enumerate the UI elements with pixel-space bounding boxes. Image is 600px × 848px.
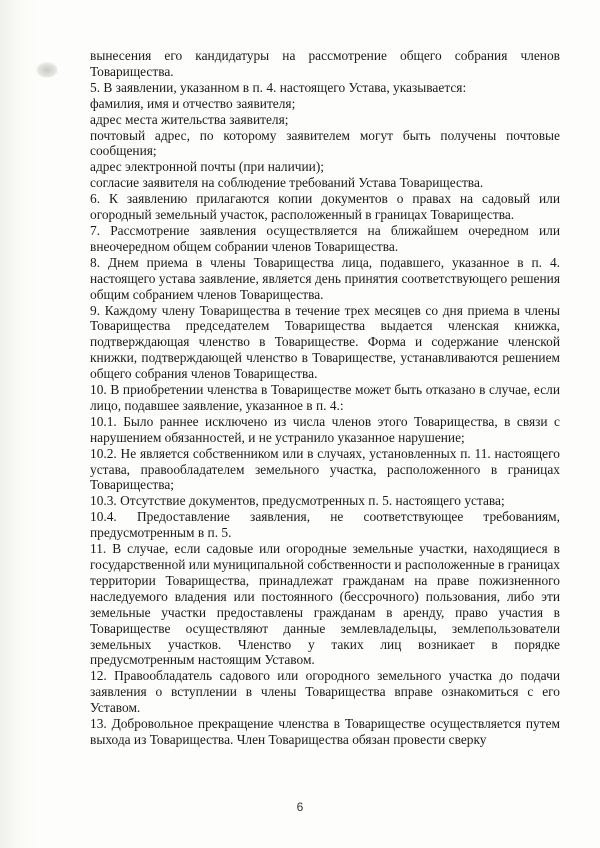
paragraph: 10.1. Было раннее исключено из числа членов этого Товарищества, в связи с нарушением обязанностей, и не устранило указанное нарушение; bbox=[90, 413, 560, 445]
paragraph: 5. В заявлении, указанном в п. 4. настоящего Устава, указывается: bbox=[90, 79, 467, 95]
paragraph: 13. Добровольное прекращение членства в Товариществе осуществляется путем выхода из Товарищества. Член Товарищества обязан провести сверку bbox=[90, 716, 560, 747]
paragraph: почтовый адрес, по которому заявителем могут быть получены почтовые сообщения; bbox=[90, 127, 560, 159]
paragraph: 12. Правообладатель садового или огородного земельного участка до подачи заявления о вступлении в члены Товарищества вправе ознакомиться с его Уставом. bbox=[90, 668, 560, 716]
paragraph: 10.4. Предоставление заявления, не соответствующее требованиям, предусмотренным в п. 5. bbox=[90, 509, 560, 541]
document-body bbox=[90, 48, 560, 748]
paragraph: 9. Каждому члену Товарищества в течение трех месяцев со дня приема в члены Товарищества председателем Товарищества выдается членская книжка, подтверждающая членство в Товариществе. Форма и содержание членской книжки, подтверждающей членство в Товариществе, устанавливаются решением общего собрания членов Товарищества. bbox=[90, 302, 560, 382]
paragraph: 6. К заявлению прилагаются копии документов о правах на садовый или огородный земельный участок, расположенный в границах Товарищества. bbox=[90, 191, 560, 223]
page-number: 6 bbox=[296, 800, 304, 814]
punch-hole-mark bbox=[36, 62, 58, 78]
paragraph: адрес электронной почты (при наличии); bbox=[90, 159, 325, 175]
paragraph: 10.2. Не является собственником или в случаях, установленных п. 11. настоящего устава, правообладателем земельного участка, расположенного в границах Товарищества; bbox=[90, 445, 560, 493]
paragraph: 10.3. Отсутствие документов, предусмотренных п. 5. настоящего устава; bbox=[90, 493, 505, 509]
paragraph: вынесения его кандидатуры на рассмотрение общего собрания членов Товарищества. bbox=[90, 48, 560, 79]
paragraph: 10. В приобретении членства в Товариществе может быть отказано в случае, если лицо, подавшее заявление, указанное в п. 4.: bbox=[90, 382, 560, 413]
paragraph: согласие заявителя на соблюдение требований Устава Товарищества. bbox=[90, 175, 484, 191]
paragraph: 11. В случае, если садовые или огородные земельные участки, находящиеся в государственной или муниципальной собственности и расположенные в границах территории Товарищества, принадлежат гражданам на праве пожизненного наследуемого владения или постоянного (бессрочного) пользования, либо эти земельные участки предоставлены гражданам в аренду, право участия в Товариществе осуществляют данные землевладельцы, землепользователи земельных участков. Членство у таких лиц возникает в порядке предусмотренным настоящим Уставом. bbox=[90, 541, 560, 668]
paragraph: 8. Днем приема в члены Товарищества лица, подавшего, указанное в п. 4. настоящего устава заявление, является день принятия соответствующего решения общим собранием членов Товарищества. bbox=[90, 254, 560, 302]
paragraph: фамилия, имя и отчество заявителя; bbox=[90, 95, 296, 111]
paragraph: адрес места жительства заявителя; bbox=[90, 111, 289, 127]
paragraph: 7. Рассмотрение заявления осуществляется на ближайшем очередном или внеочередном общем собрании членов Товарищества. bbox=[90, 222, 560, 254]
